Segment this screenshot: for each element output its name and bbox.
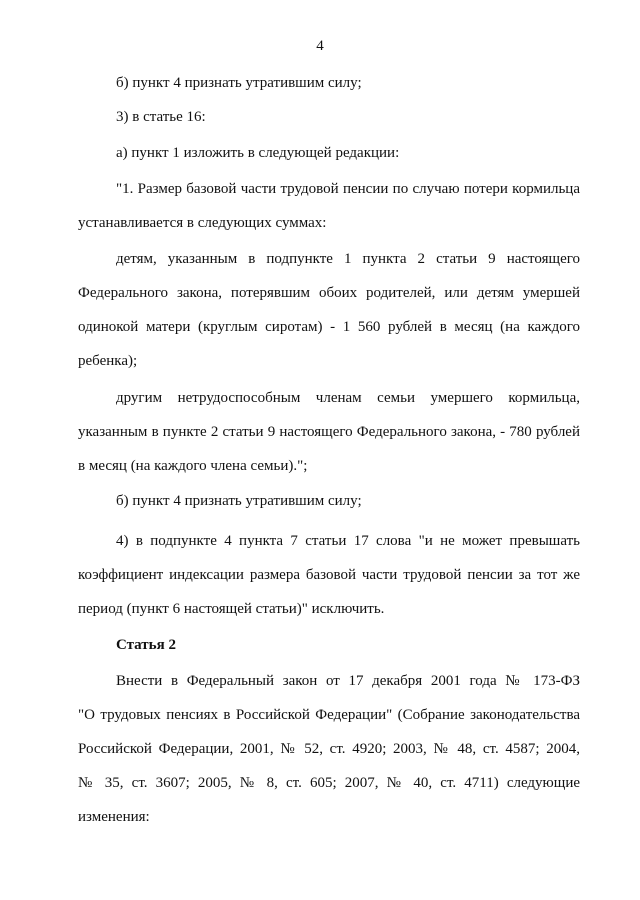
- paragraph-item-3: [78, 100, 580, 134]
- text-line: а) пункт 1 изложить в следующей редакции:: [116, 145, 400, 161]
- text-line: детям, указанным в подпункте 1 пункта 2 статьи 9 настоящего: [116, 251, 580, 267]
- text-line: Российской Федерации, 2001, № 52, ст. 4920; 2003, № 48, ст. 4587; 2004,: [78, 741, 580, 757]
- paragraph-quote-1: [78, 172, 580, 240]
- paragraph-item-b-2: [78, 484, 580, 518]
- text-line: период (пункт 6 настоящей статьи)" исключить.: [78, 601, 385, 617]
- text-line: коэффициент индексации размера базовой части трудовой пенсии за тот же: [78, 567, 580, 583]
- text-line: Внести в Федеральный закон от 17 декабря 2001 года № 173-ФЗ: [116, 673, 580, 689]
- page-number: 4: [316, 38, 324, 54]
- text-line: изменения:: [78, 809, 150, 825]
- text-line: Статья 2: [116, 637, 176, 653]
- paragraph-article-2-body: [78, 664, 580, 834]
- text-line: 3) в статье 16:: [116, 109, 206, 125]
- text-line: ребенка);: [78, 353, 138, 369]
- text-line: б) пункт 4 признать утратившим силу;: [116, 493, 362, 509]
- text-line: другим нетрудоспособным членам семьи умершего кормильца,: [116, 390, 580, 406]
- article-heading: [78, 628, 580, 662]
- text-line: 4) в подпункте 4 пункта 7 статьи 17 слова "и не может превышать: [116, 533, 580, 549]
- paragraph-item-b-1: [78, 66, 580, 100]
- text-line: одинокой матери (круглым сиротам) - 1 560 рублей в месяц (на каждого: [78, 319, 580, 335]
- text-line: б) пункт 4 признать утратившим силу;: [116, 75, 362, 91]
- paragraph-other-members: [78, 381, 580, 483]
- text-line: указанным в пункте 2 статьи 9 настоящего Федерального закона, - 780 рублей: [78, 424, 580, 440]
- paragraph-item-a: [78, 136, 580, 170]
- text-line: "О трудовых пенсиях в Российской Федерации" (Собрание законодательства: [78, 707, 580, 723]
- text-line: устанавливается в следующих суммах:: [78, 215, 327, 231]
- text-line: "1. Размер базовой части трудовой пенсии по случаю потери кормильца: [116, 181, 580, 197]
- paragraph-item-4: [78, 524, 580, 626]
- paragraph-children: [78, 242, 580, 378]
- text-line: Федерального закона, потерявшим обоих родителей, или детям умершей: [78, 285, 580, 301]
- text-line: № 35, ст. 3607; 2005, № 8, ст. 605; 2007, № 40, ст. 4711) следующие: [78, 775, 580, 791]
- text-line: в месяц (на каждого члена семьи).";: [78, 458, 308, 474]
